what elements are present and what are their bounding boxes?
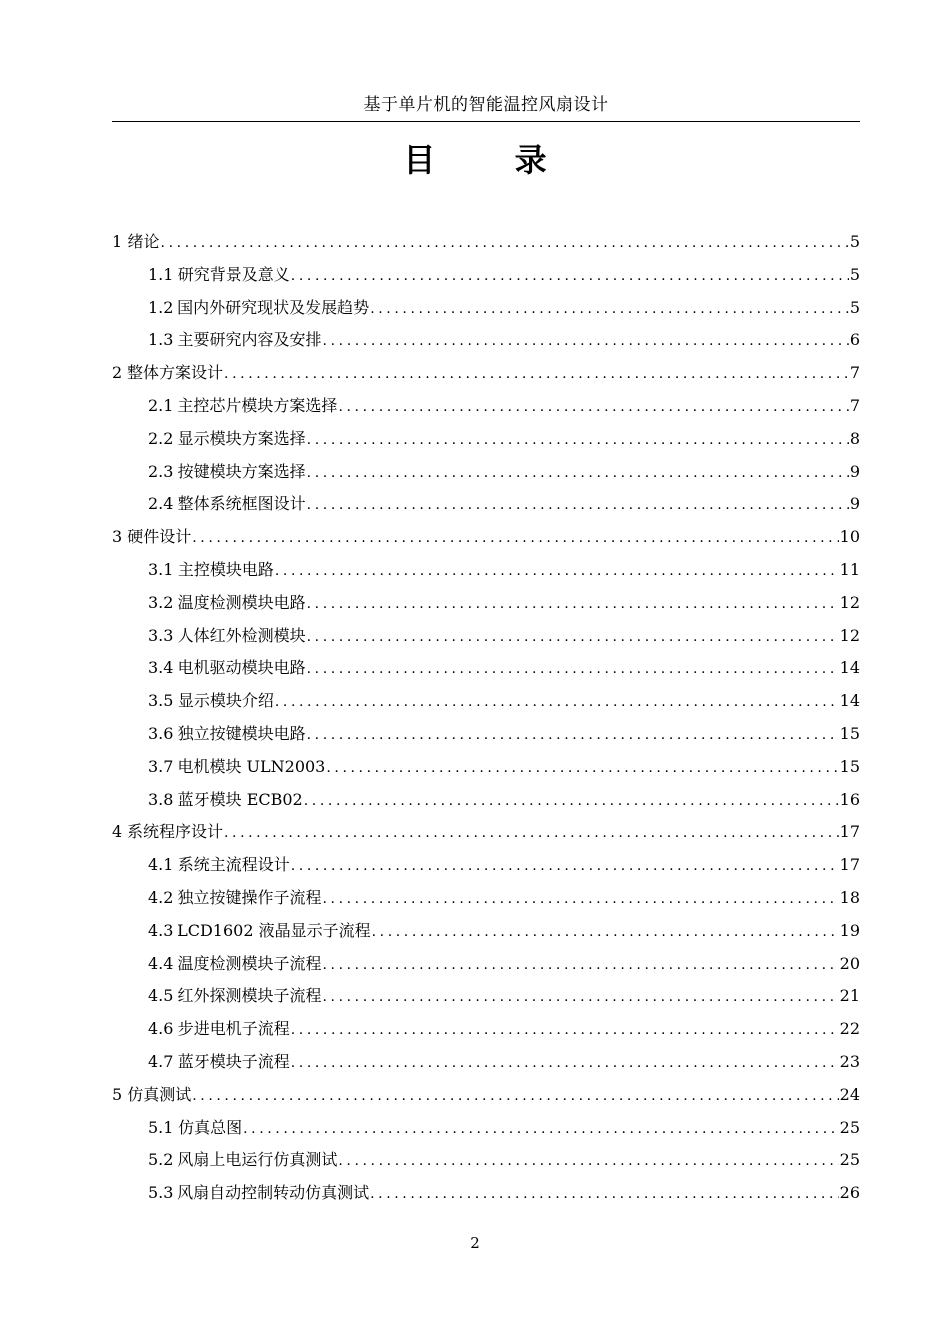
toc-entry-page: 19 — [839, 920, 860, 940]
toc-entry-number: 2.3 — [148, 461, 174, 481]
toc-dot-leader — [322, 883, 838, 915]
toc-entry-page: 6 — [849, 330, 860, 350]
toc-dot-leader — [275, 555, 839, 587]
toc-section-entry[interactable] — [112, 554, 860, 587]
toc-entry-title: 主要研究内容及安排 — [177, 330, 322, 350]
toc-entry-title: 系统程序设计 — [126, 822, 223, 842]
toc-entry-page: 14 — [839, 691, 860, 711]
toc-entry-number: 3.5 — [148, 691, 174, 711]
toc-dot-leader — [307, 424, 849, 456]
toc-entry-number: 5.3 — [148, 1183, 174, 1203]
toc-dot-leader — [307, 653, 839, 685]
toc-entry-page: 7 — [849, 395, 860, 415]
toc-entry-title: 风扇自动控制转动仿真测试 — [177, 1183, 370, 1203]
toc-dot-leader — [322, 949, 838, 981]
toc-dot-leader — [224, 358, 849, 390]
toc-entry-title: 红外探测模块子流程 — [177, 986, 322, 1006]
toc-dot-leader — [338, 1145, 838, 1177]
toc-entry-title: 国内外研究现状及发展趋势 — [177, 297, 370, 317]
toc-dot-leader — [192, 522, 838, 554]
toc-section-entry[interactable] — [112, 1144, 860, 1177]
toc-entry-title: LCD1602 液晶显示子流程 — [177, 920, 371, 940]
toc-entry-number: 4.5 — [148, 986, 174, 1006]
toc-entry-page: 11 — [839, 559, 860, 579]
toc-section-entry[interactable] — [112, 620, 860, 653]
toc-entry-number: 2.2 — [148, 428, 174, 448]
toc-entry-page: 18 — [839, 887, 860, 907]
toc-entry-title: 整体方案设计 — [127, 363, 224, 383]
page-number: 2 — [470, 1234, 480, 1252]
toc-section-entry[interactable] — [112, 948, 860, 981]
toc-dot-leader — [338, 391, 848, 423]
toc-entry-page: 10 — [839, 527, 860, 547]
toc-section-entry[interactable] — [112, 423, 860, 456]
toc-entry-page: 24 — [839, 1084, 860, 1104]
toc-entry-title: 蓝牙模块子流程 — [177, 1051, 290, 1071]
toc-entry-number: 5 — [112, 1084, 123, 1104]
toc-entry-page: 15 — [839, 756, 860, 776]
toc-section-entry[interactable] — [112, 1177, 860, 1210]
toc-chapter-entry[interactable] — [112, 521, 860, 554]
toc-entry-page: 20 — [839, 953, 860, 973]
toc-entry-number: 2.4 — [148, 494, 174, 514]
toc-chapter-entry[interactable] — [112, 357, 860, 390]
toc-section-entry[interactable] — [112, 980, 860, 1013]
toc-section-entry[interactable] — [112, 587, 860, 620]
toc-entry-page: 25 — [839, 1117, 860, 1137]
toc-entry-title: 显示模块方案选择 — [177, 428, 306, 448]
toc-entry-page: 5 — [849, 232, 860, 251]
toc-section-entry[interactable] — [112, 915, 860, 948]
toc-chapter-entry[interactable] — [112, 1079, 860, 1112]
toc-entry-number: 3.7 — [148, 756, 174, 776]
toc-dot-leader — [372, 916, 839, 948]
toc-entry-page: 9 — [849, 494, 860, 514]
toc-section-entry[interactable] — [112, 456, 860, 489]
toc-entry-number: 5.1 — [148, 1117, 174, 1137]
toc-section-entry[interactable] — [112, 882, 860, 915]
toc-dot-leader — [291, 260, 849, 292]
toc-dot-leader — [307, 621, 839, 653]
toc-entry-page: 22 — [839, 1019, 860, 1039]
toc-dot-leader — [224, 817, 839, 849]
toc-entry-number: 2 — [112, 363, 123, 383]
toc-entry-title: 按键模块方案选择 — [177, 461, 306, 481]
toc-entry-number: 1.3 — [148, 330, 174, 350]
toc-entry-page: 5 — [849, 264, 860, 284]
toc-entry-number: 1 — [112, 232, 123, 251]
toc-entry-page: 12 — [839, 625, 860, 645]
toc-entry-number: 3.4 — [148, 658, 174, 678]
toc-dot-leader — [307, 457, 849, 489]
toc-section-entry[interactable] — [112, 324, 860, 357]
toc-entry-page: 15 — [839, 723, 860, 743]
toc-dot-leader — [304, 785, 839, 817]
toc-entry-number: 4.6 — [148, 1019, 174, 1039]
toc-entry-title: 主控模块电路 — [177, 559, 274, 579]
toc-section-entry[interactable] — [112, 718, 860, 751]
toc-dot-leader — [307, 588, 839, 620]
toc-entry-title: 温度检测模块电路 — [177, 592, 306, 612]
toc-dot-leader — [291, 850, 839, 882]
toc-entry-title: 研究背景及意义 — [177, 264, 290, 284]
toc-entry-number: 3.6 — [148, 723, 174, 743]
toc-entry-title: 电机驱动模块电路 — [177, 658, 306, 678]
toc-entry-title: 显示模块介绍 — [177, 691, 274, 711]
toc-section-entry[interactable] — [112, 1046, 860, 1079]
toc-entry-number: 3.1 — [148, 559, 174, 579]
toc-section-entry[interactable] — [112, 259, 860, 292]
toc-entry-page: 16 — [839, 789, 860, 809]
toc-entry-number: 1.2 — [148, 297, 174, 317]
toc-section-entry[interactable] — [112, 685, 860, 718]
toc-section-entry[interactable] — [112, 751, 860, 784]
toc-dot-leader — [291, 1014, 839, 1046]
toc-entry-title: 仿真总图 — [178, 1117, 243, 1137]
toc-entry-number: 1.1 — [148, 264, 174, 284]
toc-entry-page: 23 — [839, 1051, 860, 1071]
toc-entry-title: 蓝牙模块 ECB02 — [177, 789, 303, 809]
toc-entry-title: 独立按键模块电路 — [177, 723, 306, 743]
toc-chapter-entry[interactable] — [112, 226, 860, 259]
toc-entry-number: 4.7 — [148, 1051, 174, 1071]
toc-section-entry[interactable] — [112, 390, 860, 423]
toc-section-entry[interactable] — [112, 849, 860, 882]
toc-dot-leader — [370, 293, 849, 325]
toc-dot-leader — [161, 227, 849, 259]
toc-entry-number: 3.8 — [148, 789, 174, 809]
toc-entry-number: 4.1 — [148, 855, 174, 875]
toc-entry-title: 风扇上电运行仿真测试 — [177, 1150, 338, 1170]
toc-dot-leader — [322, 981, 838, 1013]
toc-entry-number: 4.3 — [148, 920, 174, 940]
toc-entry-number: 3.2 — [148, 592, 174, 612]
toc-section-entry[interactable] — [112, 488, 860, 521]
toc-section-entry[interactable] — [112, 652, 860, 685]
header-divider — [112, 121, 860, 122]
toc-entry-title: 整体系统框图设计 — [177, 494, 306, 514]
toc-entry-number: 4.2 — [148, 887, 174, 907]
toc-dot-leader — [326, 752, 838, 784]
toc-dot-leader — [307, 719, 839, 751]
toc-dot-leader — [243, 1113, 839, 1145]
toc-dot-leader — [291, 1047, 839, 1079]
toc-entry-page: 21 — [839, 986, 860, 1006]
toc-entry-page: 7 — [849, 363, 860, 383]
toc-dot-leader — [275, 686, 839, 718]
toc-dot-leader — [323, 325, 849, 357]
toc-dot-leader — [192, 1080, 838, 1112]
toc-entry-page: 26 — [839, 1183, 860, 1203]
toc-entry-title: 人体红外检测模块 — [177, 625, 306, 645]
toc-entry-title: 硬件设计 — [127, 527, 192, 547]
toc-entry-page: 17 — [839, 855, 860, 875]
toc-entry-title: 主控芯片模块方案选择 — [177, 395, 338, 415]
toc-entry-page: 17 — [839, 822, 860, 842]
toc-section-entry[interactable] — [112, 784, 860, 817]
toc-chapter-entry[interactable] — [112, 816, 860, 849]
toc-dot-leader — [307, 489, 849, 521]
toc-entry-title: 步进电机子流程 — [177, 1019, 290, 1039]
toc-title: 目 录 — [403, 141, 581, 179]
table-of-contents — [112, 226, 860, 1210]
toc-entry-page: 8 — [849, 428, 860, 448]
toc-entry-page: 25 — [839, 1150, 860, 1170]
toc-entry-page: 14 — [839, 658, 860, 678]
toc-entry-title: 温度检测模块子流程 — [177, 953, 322, 973]
toc-entry-number: 2.1 — [148, 395, 174, 415]
toc-entry-title: 电机模块 ULN2003 — [177, 756, 326, 776]
toc-section-entry[interactable] — [112, 1013, 860, 1046]
toc-entry-page: 5 — [849, 297, 860, 317]
toc-entry-title: 绪论 — [127, 232, 160, 251]
toc-entry-number: 4 — [112, 822, 123, 842]
toc-entry-number: 5.2 — [148, 1150, 174, 1170]
toc-entry-number: 3 — [112, 527, 123, 547]
toc-dot-leader — [370, 1178, 839, 1210]
toc-entry-title: 独立按键操作子流程 — [177, 887, 322, 907]
toc-entry-title: 仿真测试 — [127, 1084, 192, 1104]
toc-entry-number: 4.4 — [148, 953, 174, 973]
toc-entry-number: 3.3 — [148, 625, 174, 645]
toc-entry-page: 12 — [839, 592, 860, 612]
toc-section-entry[interactable] — [112, 1112, 860, 1145]
toc-entry-title: 系统主流程设计 — [177, 855, 290, 875]
toc-section-entry[interactable] — [112, 292, 860, 325]
page-header-title: 基于单片机的智能温控风扇设计 — [363, 95, 609, 115]
toc-entry-page: 9 — [849, 461, 860, 481]
